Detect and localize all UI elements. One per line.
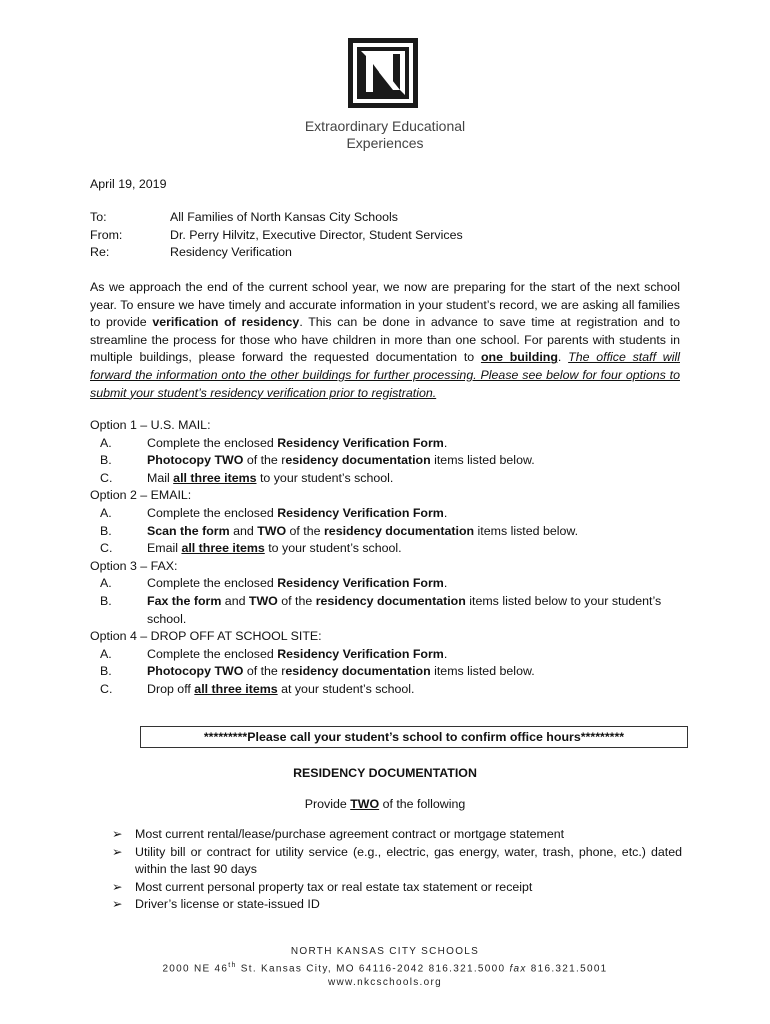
letter-date: April 19, 2019 xyxy=(90,177,167,191)
list-item xyxy=(90,540,690,558)
tagline-line-1: Extraordinary Educational xyxy=(304,118,466,134)
item-text: to your student’s school. xyxy=(264,541,402,556)
item-text: Email xyxy=(147,541,182,556)
option-2-heading: Option 2 – EMAIL: xyxy=(90,488,192,503)
arrow-bullet-icon: ➢ xyxy=(112,844,123,859)
footer-text: 2000 NE 46 xyxy=(162,963,229,975)
item-text: items listed below. xyxy=(430,664,535,679)
intro-text: As we approach the end of the current school year, we now are preparing for the start of the next school year. To ensure we have timely and accurate information in your student’s record, we are asking all families to provide xyxy=(90,280,680,330)
item-text: . xyxy=(443,576,448,591)
intro-text: . xyxy=(557,350,569,365)
item-text: Mail xyxy=(147,470,174,485)
item-text: . xyxy=(443,646,448,661)
item-bold: TWO xyxy=(248,593,278,608)
item-text: items listed below to your student’s school. xyxy=(147,593,662,626)
item-letter: C. xyxy=(100,470,113,485)
item-bold: Fax the form xyxy=(147,593,222,608)
list-item xyxy=(112,879,682,897)
office-hours-notice: *********Please call your student’s school to confirm office hours********* xyxy=(140,726,688,748)
footer-address xyxy=(0,962,770,974)
memo-key: From: xyxy=(90,227,123,242)
item-text: Drop off xyxy=(147,681,195,696)
item-text: Most current personal property tax or real estate tax statement or receipt xyxy=(135,879,533,894)
memo-from-row xyxy=(90,227,463,245)
memo-header xyxy=(90,209,463,262)
item-bold: Residency Verification Form xyxy=(277,505,444,520)
item-text: items listed below. xyxy=(430,453,535,468)
item-text: Driver’s license or state-issued ID xyxy=(135,897,320,912)
item-text: and xyxy=(229,523,258,538)
item-text: of the r xyxy=(243,664,286,679)
footer-org: NORTH KANSAS CITY SCHOOLS xyxy=(290,946,480,957)
footer-sup: th xyxy=(228,962,237,969)
memo-value: Dr. Perry Hilvitz, Executive Director, Student Services xyxy=(170,227,463,242)
intro-bold: verification of residency xyxy=(152,315,300,330)
item-letter: A. xyxy=(100,505,112,520)
item-bold: all three items xyxy=(181,541,265,556)
item-text: and xyxy=(221,593,249,608)
item-letter: B. xyxy=(100,593,112,608)
footer-website: www.nkcschools.org xyxy=(328,977,442,988)
footer-fax-label: fax xyxy=(509,963,527,975)
item-bold: Residency Verification Form xyxy=(277,435,444,450)
arrow-bullet-icon: ➢ xyxy=(112,879,123,894)
item-letter: B. xyxy=(100,664,112,679)
option-1-heading: Option 1 – U.S. MAIL: xyxy=(90,418,211,432)
item-bold: Scan the form xyxy=(147,523,230,538)
item-text: . xyxy=(443,435,448,450)
memo-value: All Families of North Kansas City Schools xyxy=(170,210,398,224)
list-item xyxy=(112,896,682,914)
option-4-heading: Option 4 – DROP OFF AT SCHOOL SITE: xyxy=(90,629,322,644)
memo-value: Residency Verification xyxy=(170,245,292,259)
memo-key: Re: xyxy=(90,245,110,259)
item-bold: residency documentation xyxy=(323,523,475,538)
item-text: items listed below. xyxy=(474,523,579,538)
arrow-bullet-icon: ➢ xyxy=(112,897,123,912)
item-bold: Photocopy TWO xyxy=(147,453,244,468)
intro-paragraph xyxy=(90,279,680,402)
item-letter: C. xyxy=(100,541,113,556)
item-letter: A. xyxy=(100,576,112,591)
item-text: of the xyxy=(277,593,316,608)
intro-bold-underline: one building xyxy=(480,350,558,365)
list-item xyxy=(90,663,690,681)
tagline-line-2: Experiences xyxy=(346,135,424,151)
item-text: Most current rental/lease/purchase agreement contract or mortgage statement xyxy=(135,827,565,841)
list-item xyxy=(90,452,690,470)
nkc-logo-icon xyxy=(348,38,418,108)
footer-text: St. Kansas City, MO 64116-2042 816.321.5000 xyxy=(236,963,510,975)
item-text: Utility bill or contract for utility service (e.g., electric, gas energy, water, trash, phone, etc.) dated within the last 90 days xyxy=(135,844,682,877)
item-text: of the r xyxy=(243,453,286,468)
item-text: Complete the enclosed xyxy=(147,435,278,450)
item-bold: Photocopy TWO xyxy=(147,664,244,679)
submission-options xyxy=(90,417,690,699)
item-text: of the xyxy=(286,523,324,538)
item-bold: residency documentation xyxy=(315,593,466,608)
memo-to-row xyxy=(90,209,463,227)
item-letter: C. xyxy=(100,681,113,696)
item-text: at your student’s school. xyxy=(277,681,415,696)
item-bold: TWO xyxy=(257,523,287,538)
footer-text: 816.321.5001 xyxy=(526,963,608,975)
option-3-heading: Option 3 – FAX: xyxy=(90,558,178,573)
memo-re-row xyxy=(90,244,463,262)
item-letter: A. xyxy=(100,435,112,450)
item-text: Complete the enclosed xyxy=(147,576,278,591)
item-bold: all three items xyxy=(194,681,278,696)
item-bold: Residency Verification Form xyxy=(277,646,444,661)
item-bold: esidency documentation xyxy=(285,453,431,468)
item-text: Complete the enclosed xyxy=(147,646,278,661)
item-bold: Residency Verification Form xyxy=(277,576,444,591)
list-item xyxy=(90,435,690,453)
list-item xyxy=(90,681,690,699)
intro-text: . This can be done in advance to save time at registration and to streamline the process for those who have children in more than one school. For parents with students in multiple buildings, please forward the requested documentation to xyxy=(90,315,680,365)
list-item xyxy=(90,470,690,488)
residency-list xyxy=(112,826,682,914)
list-item xyxy=(90,523,690,541)
item-text: Complete the enclosed xyxy=(147,505,278,520)
list-item xyxy=(90,593,690,628)
residency-title: RESIDENCY DOCUMENTATION xyxy=(293,766,477,780)
item-text: to your student’s school. xyxy=(256,470,394,485)
arrow-bullet-icon: ➢ xyxy=(112,827,123,841)
memo-key: To: xyxy=(90,210,107,224)
list-item xyxy=(90,505,690,523)
item-bold: all three items xyxy=(173,470,257,485)
item-letter: A. xyxy=(100,646,112,661)
list-item xyxy=(90,646,690,664)
list-item xyxy=(112,826,682,844)
list-item xyxy=(90,575,690,593)
subtitle-text: Provide xyxy=(304,797,351,811)
intro-italic-note: The office staff will forward the information onto the other buildings for further processing. Please see below for four options to submit your student’s residency verification prior to registration. xyxy=(90,350,680,400)
item-text: . xyxy=(443,505,448,520)
residency-subtitle xyxy=(0,797,770,811)
subtitle-text: of the following xyxy=(379,797,466,811)
item-letter: B. xyxy=(100,523,112,538)
subtitle-bold: TWO xyxy=(350,797,380,811)
item-letter: B. xyxy=(100,453,112,468)
item-bold: esidency documentation xyxy=(285,664,431,679)
list-item xyxy=(112,844,682,879)
